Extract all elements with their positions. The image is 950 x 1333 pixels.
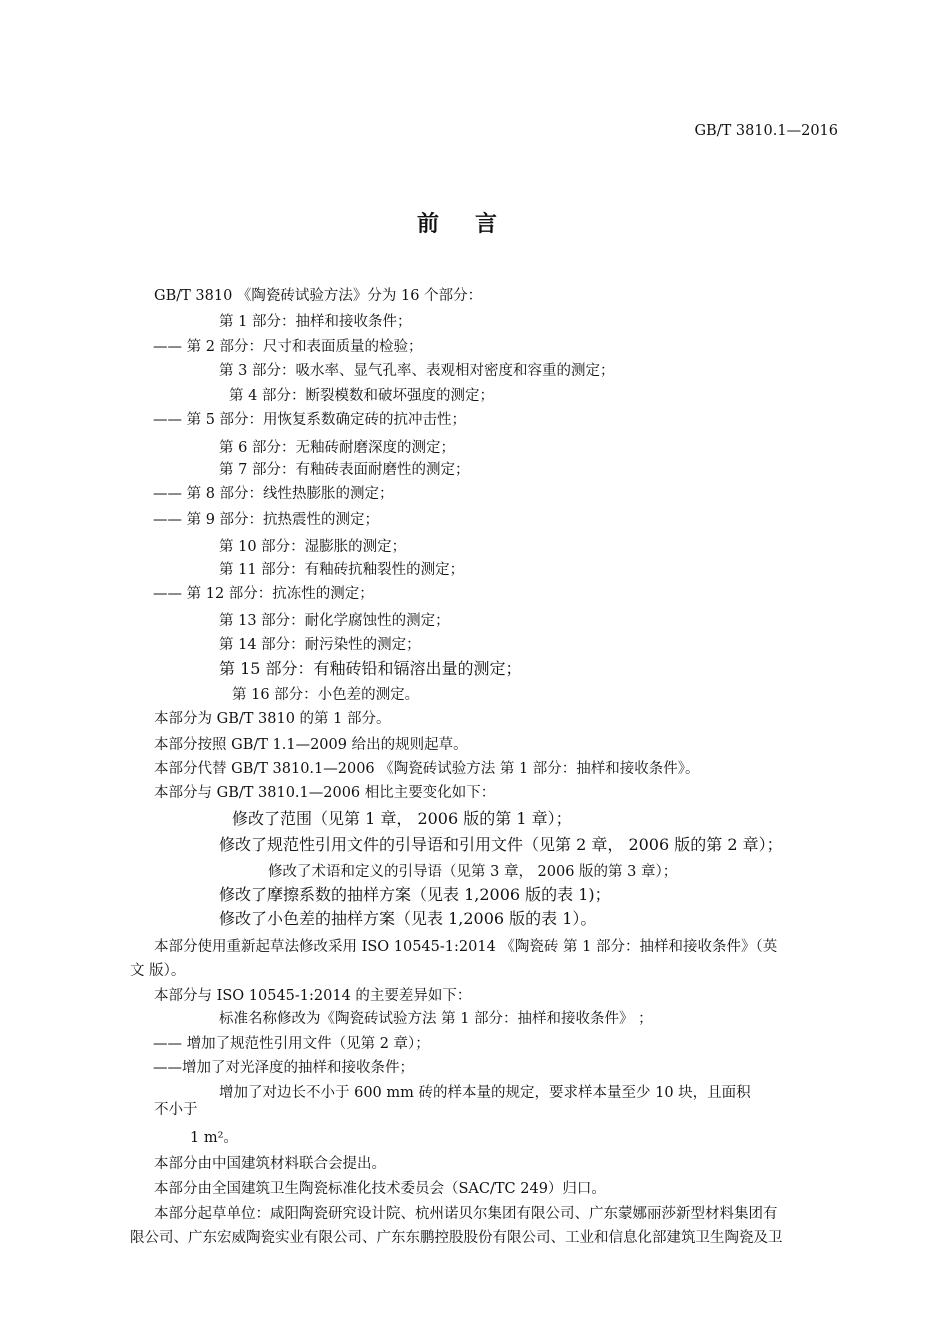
body-line: 1 m²。	[190, 1130, 238, 1146]
list-item: 第 3 部分：吸水率、显气孔率、表观相对密度和容重的测定；	[219, 363, 615, 379]
page-title: 前言	[416, 211, 533, 237]
list-item: 第 1 部分：抽样和接收条件；	[219, 314, 412, 330]
change-item: 修改了术语和定义的引导语（见第 3 章， 2006 版的第 3 章）；	[268, 864, 678, 880]
body-line: 本部分与 ISO 10545-1:2014 的主要差异如下：	[154, 988, 472, 1004]
body-line: 限公司、广东宏威陶瓷实业有限公司、广东东鹏控股股份有限公司、工业和信息化部建筑卫生陶瓷及卫	[130, 1230, 783, 1246]
list-item: 第 7 部分：有釉砖表面耐磨性的测定；	[219, 462, 470, 478]
body-line: 本部分由全国建筑卫生陶瓷标准化技术委员会（SAC/TC 249）归口。	[154, 1181, 606, 1197]
list-item: —— 第 9 部分：抗热震性的测定；	[153, 512, 380, 528]
list-item: 第 6 部分：无釉砖耐磨深度的测定；	[219, 440, 455, 456]
change-item: 修改了范围（见第 1 章， 2006 版的第 1 章）；	[232, 809, 572, 828]
list-item: —— 第 8 部分：线性热膨胀的测定；	[153, 486, 394, 502]
document-number: GB/T 3810.1—2016	[694, 123, 838, 139]
change-item: 修改了小色差的抽样方案（见表 1,2006 版的表 1）。	[219, 909, 597, 928]
body-line: 本部分起草单位：咸阳陶瓷研究设计院、杭州诺贝尔集团有限公司、广东蒙娜丽莎新型材料集团有	[154, 1206, 778, 1222]
list-item: 第 13 部分：耐化学腐蚀性的测定；	[219, 613, 450, 629]
body-line: 本部分按照 GB/T 1.1—2009 给出的规则起草。	[154, 737, 468, 753]
list-item: 第 14 部分：耐污染性的测定；	[219, 637, 421, 653]
body-line: 本部分与 GB/T 3810.1—2006 相比主要变化如下：	[154, 785, 496, 801]
body-line: 文 版）。	[130, 963, 186, 979]
difference-item: ——增加了对光泽度的抽样和接收条件；	[153, 1060, 414, 1076]
list-item: 第 10 部分：湿膨胀的测定；	[219, 539, 407, 555]
body-line: 本部分使用重新起草法修改采用 ISO 10545-1:2014 《陶瓷砖 第 1 部分：抽样和接收条件》（英	[154, 939, 778, 955]
list-item: —— 第 2 部分：尺寸和表面质量的检验；	[153, 339, 423, 355]
list-item: —— 第 5 部分：用恢复系数确定砖的抗冲击性；	[153, 412, 467, 428]
body-line: 不小于	[154, 1102, 198, 1118]
list-item: 第 11 部分：有釉砖抗釉裂性的测定；	[219, 562, 465, 578]
list-item: 第 15 部分：有釉砖铅和镉溶出量的测定；	[219, 659, 522, 678]
difference-item: 增加了对边长不小于 600 mm 砖的样本量的规定，要求样本量至少 10 块，且面积	[219, 1085, 751, 1101]
difference-item: 标准名称修改为《陶瓷砖试验方法 第 1 部分：抽样和接收条件》 ；	[219, 1011, 653, 1027]
list-item: 第 16 部分：小色差的测定。	[232, 687, 420, 703]
body-line: GB/T 3810 《陶瓷砖试验方法》分为 16 个部分：	[154, 288, 483, 304]
body-line: 本部分为 GB/T 3810 的第 1 部分。	[154, 711, 391, 727]
change-item: 修改了规范性引用文件的引导语和引用文件（见第 2 章， 2006 版的第 2 章）；	[219, 835, 783, 854]
change-item: 修改了摩擦系数的抽样方案（见表 1,2006 版的表 1)；	[219, 885, 611, 904]
list-item: —— 第 12 部分：抗冻性的测定；	[153, 586, 374, 602]
body-line: 本部分代替 GB/T 3810.1—2006 《陶瓷砖试验方法 第 1 部分：抽样和接收条件》。	[154, 761, 700, 777]
body-line: 本部分由中国建筑材料联合会提出。	[154, 1156, 386, 1172]
difference-item: —— 增加了规范性引用文件（见第 2 章）；	[153, 1036, 430, 1052]
list-item: 第 4 部分：断裂模数和破坏强度的测定；	[229, 388, 494, 404]
